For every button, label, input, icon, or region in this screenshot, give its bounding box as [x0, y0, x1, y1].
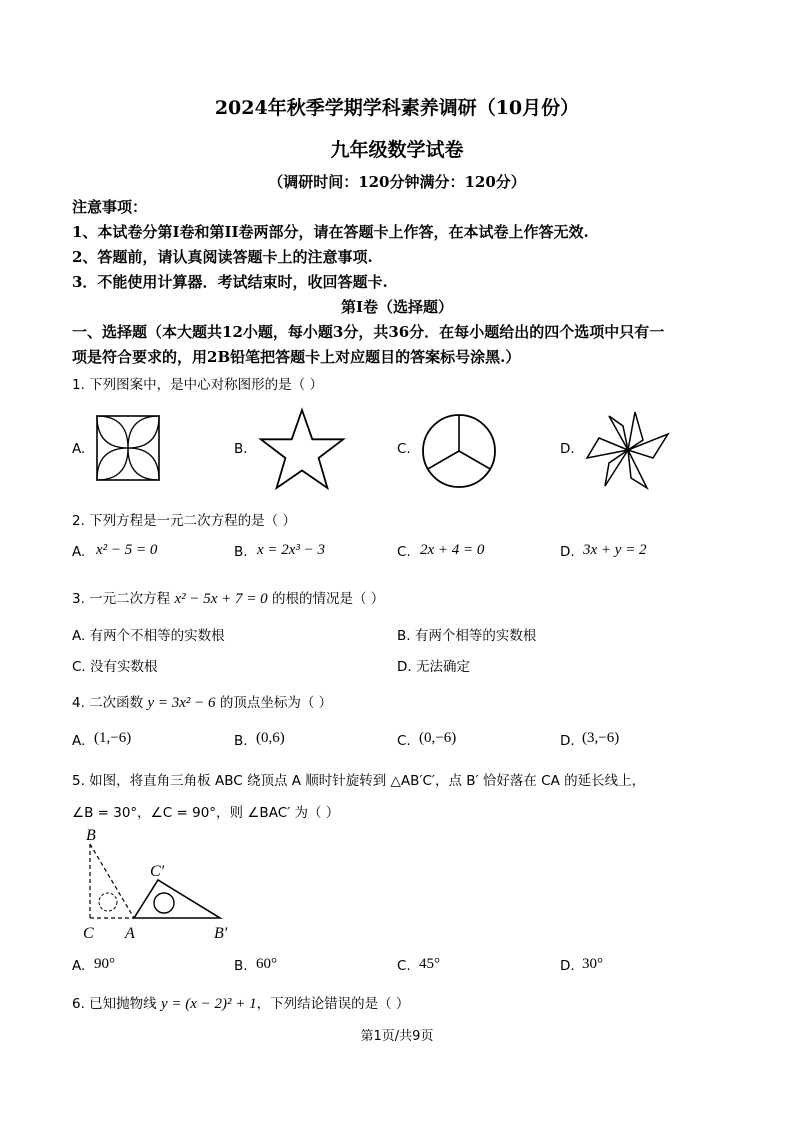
q3-stem-post: 的根的情况是（ ）	[267, 591, 385, 607]
q3-stem-equation: x² − 5x + 7 = 0	[174, 591, 268, 607]
q5-label-b: B	[86, 827, 96, 844]
q5-stem-line1: 5. 如图，将直角三角板 ABC 绕顶点 A 顺时针旋转到 △AB′C′，点 B′ 恰好落在 CA 的延长线上，	[72, 773, 646, 789]
notes-heading: 注意事项：	[72, 198, 148, 216]
q2-option-a: x² − 5 = 0	[96, 542, 158, 558]
q2-label-b: B.	[234, 544, 248, 560]
exam-time-info: （调研时间：120分钟满分：120分）	[268, 173, 526, 191]
q4-option-d: (3,−6)	[582, 730, 620, 746]
q5-label-b: B.	[234, 958, 248, 974]
q3-option-b: B. 有两个相等的实数根	[397, 628, 537, 644]
exam-title: 2024年秋季学期学科素养调研（10月份）	[214, 97, 580, 119]
q3-stem-pre: 3. 一元二次方程	[72, 591, 175, 607]
q1-label-d: D.	[560, 441, 575, 457]
q3-option-d: D. 无法确定	[397, 659, 470, 675]
q2-option-b: x = 2x³ − 3	[257, 542, 326, 558]
q5-option-a: 90°	[94, 956, 115, 972]
q2-option-c: 2x + 4 = 0	[420, 542, 485, 558]
q2-label-c: C.	[397, 544, 411, 560]
q4-option-a: (1,−6)	[94, 730, 132, 746]
q1-figure-d-pinwheel	[585, 408, 671, 492]
q4-stem-post: 的顶点坐标为（ ）	[215, 695, 333, 711]
q2-label-d: D.	[560, 544, 575, 560]
q5-option-d: 30°	[582, 956, 603, 972]
q5-label-c: C	[83, 925, 94, 942]
section-title: 第I卷（选择题）	[340, 298, 454, 316]
q4-stem-pre: 4. 二次函数	[72, 695, 148, 711]
q5-label-a: A	[125, 925, 135, 942]
q1-label-a: A.	[72, 441, 86, 457]
q4-label-b: B.	[234, 733, 248, 749]
q4-stem	[72, 691, 332, 712]
q5-label-c-prime: C′	[150, 863, 165, 880]
exam-subtitle: 九年级数学试卷	[330, 139, 464, 161]
section-instruction-2: 项是符合要求的，用2B铅笔把答题卡上对应题目的答案标号涂黑.）	[72, 348, 521, 366]
q1-figure-c-circle	[421, 413, 497, 489]
q6-stem-parabola: y = (x − 2)² + 1	[160, 996, 257, 1012]
q4-stem-function: y = 3x² − 6	[147, 695, 216, 711]
q4-label-d: D.	[560, 733, 575, 749]
q5-stem-line2: ∠B = 30°，∠C = 90°，则 ∠BAC′ 为（ ）	[72, 805, 340, 821]
q5-label-d: D.	[560, 958, 575, 974]
page-footer: 第1页/共9页	[360, 1029, 434, 1044]
q3-stem	[72, 587, 384, 608]
q1-label-c: C.	[397, 441, 411, 457]
q6-stem-pre: 6. 已知抛物线	[72, 996, 161, 1012]
q1-figure-b-star	[258, 408, 346, 490]
q4-label-a: A.	[72, 733, 86, 749]
q5-option-c: 45°	[419, 956, 440, 972]
q4-label-c: C.	[397, 733, 411, 749]
q2-stem: 2. 下列方程是一元二次方程的是（ ）	[72, 513, 296, 529]
q1-label-b: B.	[234, 441, 248, 457]
q1-figure-a	[96, 415, 160, 481]
q5-label-b-prime: B′	[214, 925, 228, 942]
q6-stem-post: ，下列结论错误的是（ ）	[256, 996, 410, 1012]
q4-option-b: (0,6)	[256, 730, 285, 746]
q3-option-a: A. 有两个不相等的实数根	[72, 628, 225, 644]
q3-option-c: C. 没有实数根	[72, 659, 158, 675]
q1-stem: 1. 下列图案中，是中心对称图形的是（ ）	[72, 377, 323, 393]
q5-label-c: C.	[397, 958, 411, 974]
q4-option-c: (0,−6)	[419, 730, 457, 746]
note-item-3: 3．不能使用计算器．考试结束时，收回答题卡.	[72, 273, 388, 291]
q2-label-a: A.	[72, 544, 86, 560]
q2-option-d: 3x + y = 2	[583, 542, 647, 558]
q5-option-b: 60°	[256, 956, 277, 972]
q6-stem	[72, 992, 409, 1013]
section-instruction-1: 一、选择题（本大题共12小题，每小题3分，共36分．在每小题给出的四个选项中只有一	[72, 323, 665, 341]
note-item-1: 1、本试卷分第I卷和第II卷两部分，请在答题卡上作答，在本试卷上作答无效.	[72, 223, 589, 241]
q5-label-a: A.	[72, 958, 86, 974]
note-item-2: 2、答题前，请认真阅读答题卡上的注意事项.	[72, 248, 373, 266]
q5-figure-triangles	[78, 826, 248, 946]
